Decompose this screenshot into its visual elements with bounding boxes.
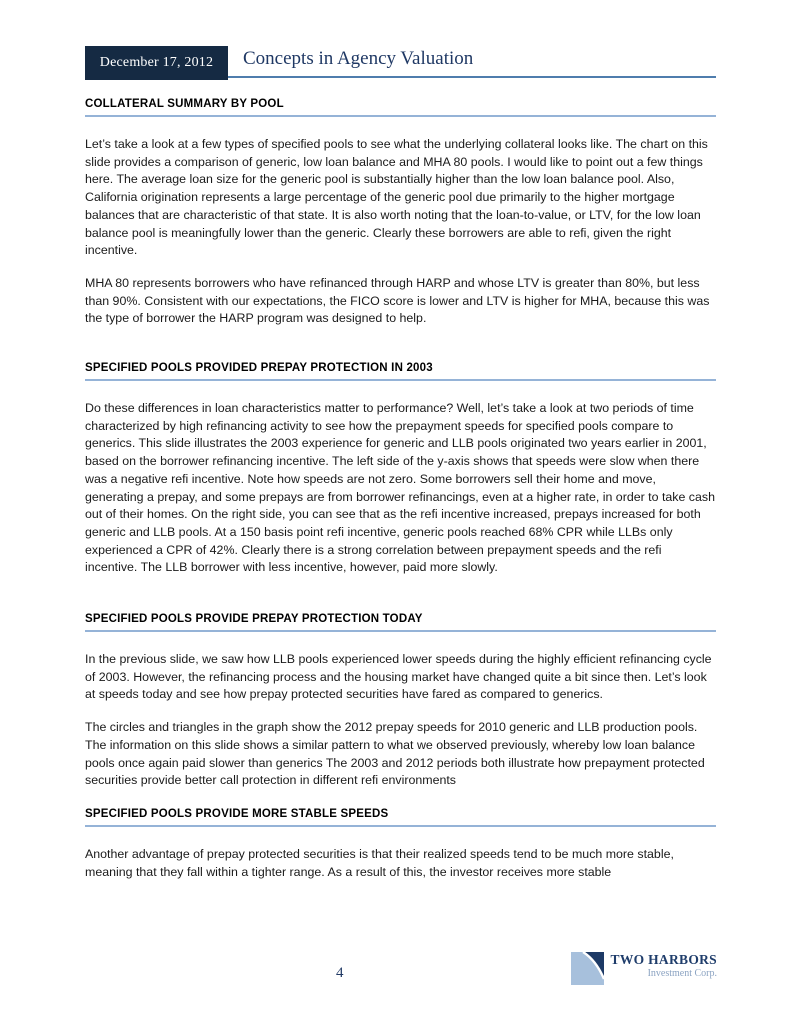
section-heading: SPECIFIED POOLS PROVIDE MORE STABLE SPEEDS bbox=[85, 807, 716, 827]
logo-text-block bbox=[611, 952, 717, 980]
section-stable-speeds bbox=[85, 807, 716, 881]
two-harbors-logo-icon bbox=[571, 952, 604, 985]
section-heading: COLLATERAL SUMMARY BY POOL bbox=[85, 97, 716, 117]
section-heading: SPECIFIED POOLS PROVIDED PREPAY PROTECTION IN 2003 bbox=[85, 361, 716, 381]
section-prepay-protection-today bbox=[85, 612, 716, 790]
paragraph: Let’s take a look at a few types of specified pools to see what the underlying collateral looks like. The chart on this slide provides a comparison of generic, low loan balance and MHA 80 pools. I would like to point out a few things here. The average loan size for the generic pool is substantially higher than the low loan balance pool. Also, California origination represents a large percentage of the generic pool due primarily to the higher mortgage balances that are characteristic of that state. It is also worth noting that the loan-to-value, or LTV, for the low loan balance pool is meaningfully lower than the generic. Clearly these borrowers are able to refi, given the right incentive. bbox=[85, 137, 708, 258]
paragraph: Another advantage of prepay protected securities is that their realized speeds tend to be much more stable, meaning that they fall within a tighter range. As a result of this, the investor receives more stable bbox=[85, 846, 674, 879]
paragraph: The circles and triangles in the graph show the 2012 prepay speeds for 2010 generic and LLB production pools. The information on this slide shows a similar pattern to what we observed previously, whereby low loan balance pools once again paid slower than generics The 2003 and 2012 periods both illustrate how prepayment protected securities provide better call protection in different refi environments bbox=[85, 720, 705, 788]
section-prepay-protection-2003 bbox=[85, 361, 716, 577]
paragraph: Do these differences in loan characteristics matter to performance? Well, let’s take a look at two periods of time characterized by high refinancing activity to see how the prepayment speeds for specified pools compare to generics. This slide illustrates the 2003 experience for generic and LLB pools originated two years earlier in 2001, based on the borrower refinancing incentive. The left side of the y-axis shows that speeds were slow when there was a negative refi incentive. Note how speeds are not zero. Some borrowers sell their home and move, generating a prepay, and some prepays are from borrower refinancings, even at a higher rate, in order to take cash out of their homes. On the right side, you can see that as the refi incentive increased, prepays increased for both generic and LLB pools. At a 150 basis point refi incentive, generic pools reached 68% CPR while LLBs only experienced a CPR of 42%. Clearly there is a strong correlation between prepayment speeds and the refi incentive. The LLB borrower with less incentive, however, paid more slowly. bbox=[85, 401, 715, 575]
date-box bbox=[85, 46, 228, 80]
page-content bbox=[85, 46, 716, 881]
two-harbors-logo bbox=[571, 952, 717, 985]
page-number: 4 bbox=[336, 965, 344, 981]
paragraph: MHA 80 represents borrowers who have refinanced through HARP and whose LTV is greater than 80%, but less than 90%. Consistent with our expectations, the FICO score is lower and LTV is higher for MHA, because this was the type of borrower the HARP program was designed to help. bbox=[85, 275, 710, 326]
paragraph: In the previous slide, we saw how LLB pools experienced lower speeds during the highly efficient refinancing cycle of 2003. However, the refinancing process and the housing market have changed quite a bit since then. Let’s look at speeds today and see how prepay protected securities have fared as compared to generics. bbox=[85, 652, 712, 702]
logo-company-name: TWO HARBORS bbox=[610, 952, 717, 967]
section-heading: SPECIFIED POOLS PROVIDE PREPAY PROTECTION TODAY bbox=[85, 612, 716, 632]
logo-company-subtitle: Investment Corp. bbox=[647, 968, 717, 979]
page-header bbox=[85, 46, 716, 80]
date-text: December 17, 2012 bbox=[99, 55, 214, 70]
section-collateral-summary bbox=[85, 97, 716, 328]
document-title: Concepts in Agency Valuation bbox=[243, 48, 474, 69]
